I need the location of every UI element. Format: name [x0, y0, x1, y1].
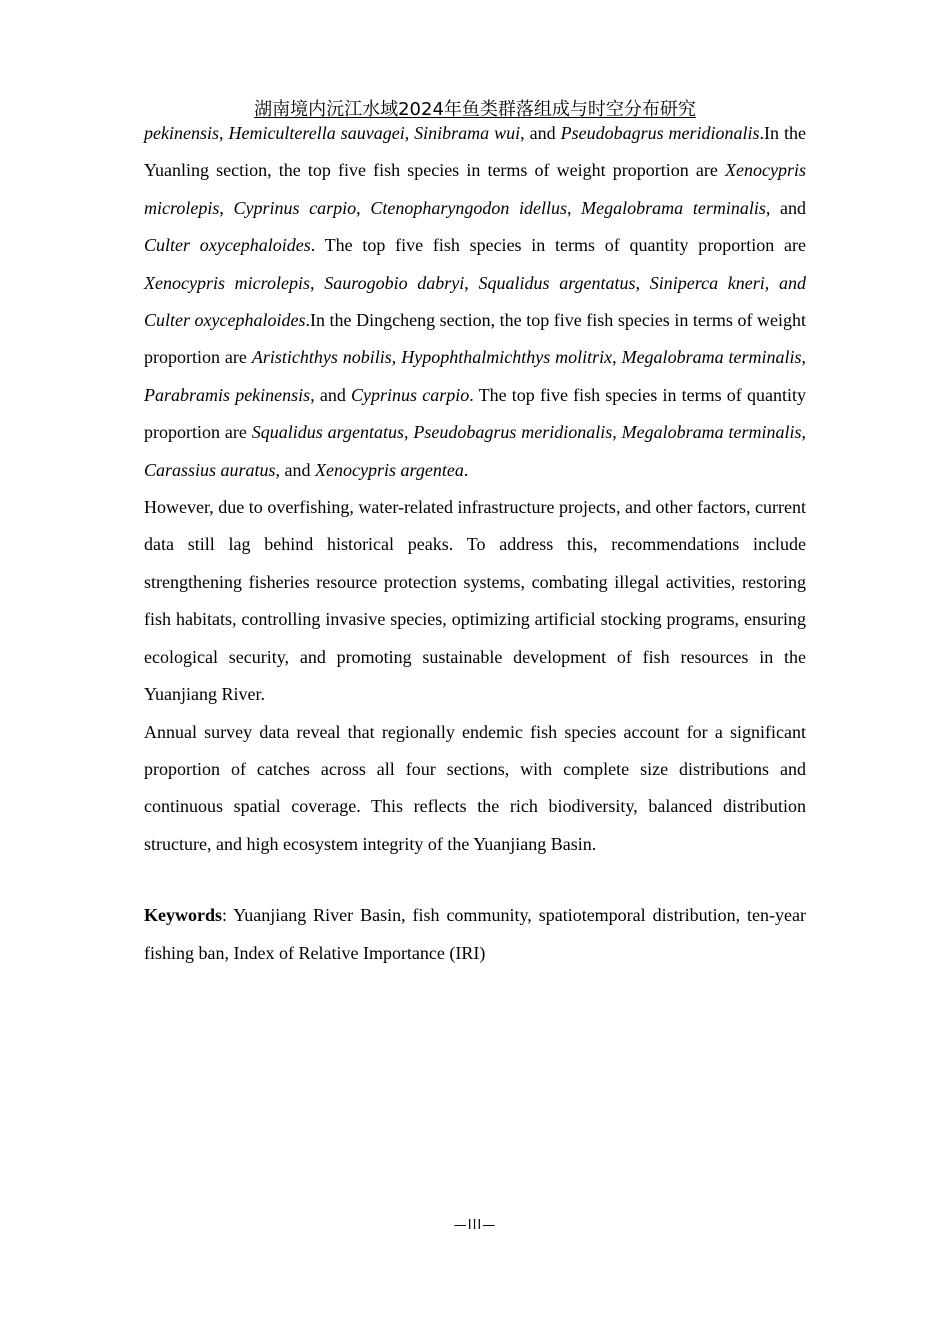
text-run: ,	[218, 123, 229, 143]
species-name: Megalobrama terminalis	[621, 422, 802, 443]
keywords-line	[144, 897, 806, 972]
species-name: Megalobrama terminalis	[581, 197, 766, 218]
species-name: Saurogobio dabryi	[324, 272, 465, 293]
species-name: Squalidus argentatus	[478, 272, 636, 293]
abstract-paragraph-threats: However, due to overfishing, water-related infrastructure projects, and other factors, current data still lag behind historical peaks. To address this, recommendations include strengthening fisheries resource protection systems, combating illegal activities, restoring fish habitats, controlling invasive species, optimizing artificial stocking programs, ensuring ecological security, and promoting sustainable development of fish resources in the Yuanjiang River.	[144, 497, 806, 705]
text-run: ,	[356, 197, 371, 218]
keywords-label: Keywords	[144, 905, 222, 926]
species-name: Parabramis pekinensis	[144, 384, 311, 405]
text-run: ,	[310, 272, 325, 293]
text-run: ,	[391, 347, 402, 368]
text-run: ,	[403, 422, 414, 443]
text-run: ,	[567, 197, 582, 218]
text-run: , and	[765, 197, 806, 218]
species-name: Megalobrama terminalis	[621, 347, 802, 368]
text-run: ,	[635, 272, 650, 293]
keywords-text: : Yuanjiang River Basin, fish community, spatiotemporal distribution, ten-year fishing ban, Index of Relative Importance (IRI)	[144, 905, 806, 963]
text-run: .In the Dingcheng section, the top five fish species in terms of weight proportion are	[144, 310, 806, 368]
species-name: Hemiculterella sauvagei	[228, 123, 405, 143]
species-name: Siniperca kneri	[649, 272, 765, 293]
species-name: Xenocypris microlepis	[144, 272, 311, 293]
text-run: ,	[464, 272, 479, 293]
abstract-paragraph-endemic: Annual survey data reveal that regionally endemic fish species account for a significant proportion of catches across all four sections, with complete size distributions and continuous spatial coverage. This reflects the rich biodiversity, balanced distribution structure, and high ecosystem integrity of the Yuanjiang Basin.	[144, 721, 806, 854]
species-name: Xenocypris argentea	[315, 459, 464, 480]
text-run: ,	[801, 347, 807, 368]
species-name: Ctenopharyngodon idellus	[370, 197, 567, 218]
species-name: Aristichthys nobilis	[251, 347, 392, 368]
page-number: —III—	[453, 1218, 497, 1233]
text-run: ,	[219, 197, 234, 218]
text-run: .	[463, 459, 469, 480]
text-run: . The top five fish species in terms of quantity proportion are	[310, 235, 806, 256]
text-run: ,	[612, 347, 622, 368]
text-run: . The top five fish species in terms of quantity proportion are	[144, 384, 806, 443]
species-name: , and Culter oxycephaloides	[144, 272, 807, 331]
text-run: , and	[310, 384, 352, 405]
species-name: Pseudobagrus meridionalis	[560, 123, 760, 143]
running-header-title: 湖南境内沅江水域2024年鱼类群落组成与时空分布研究	[254, 99, 696, 120]
species-name: Cyprinus carpio	[233, 197, 357, 218]
text-run: ,	[612, 422, 622, 443]
species-name: Xenocypris microlepis	[144, 160, 806, 218]
abstract-paragraph-species	[144, 115, 806, 489]
text-run: ,	[404, 123, 415, 143]
species-name: Sinibrama wui	[414, 123, 521, 143]
species-name: pekinensis	[144, 123, 219, 143]
text-run: , and	[520, 123, 561, 143]
species-name: Hypophthalmichthys molitrix	[401, 347, 613, 368]
species-name: Pseudobagrus meridionalis	[413, 422, 613, 443]
text-run: , and	[275, 459, 316, 480]
abstract-body	[144, 115, 806, 972]
text-run: ,	[801, 422, 807, 443]
species-name: Squalidus argentatus	[251, 422, 404, 443]
text-run: .In the Yuanling section, the top five fish species in terms of weight proportion are	[144, 123, 806, 181]
species-name: Cyprinus carpio	[351, 384, 470, 405]
species-name: Carassius auratus	[144, 459, 276, 480]
species-name: Culter oxycephaloides	[144, 235, 311, 256]
